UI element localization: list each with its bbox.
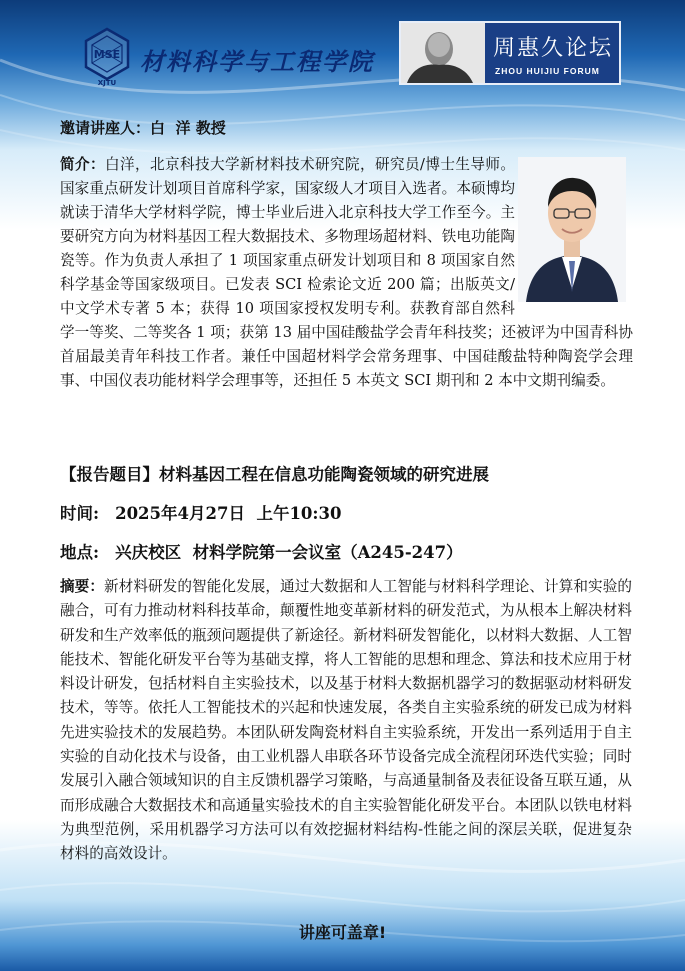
bio-paragraph: [60, 153, 633, 393]
abstract-paragraph: [60, 575, 632, 867]
forum-subtitle: ZHOU HUIJIU FORUM: [495, 66, 600, 76]
abstract-label: 摘要：: [60, 578, 105, 595]
place-value: 兴庆校区 材料学院第一会议室（A245-247）: [115, 543, 463, 562]
school-name: 材料科学与工程学院: [140, 47, 374, 76]
forum-portrait-image: [401, 23, 485, 83]
school-logo-icon: [82, 27, 132, 89]
time-label: 时间:: [60, 504, 100, 523]
time-value: 2025年4月27日 上午10:30: [115, 504, 342, 523]
speaker-label: 邀请讲座人：: [60, 119, 151, 137]
time-line: [60, 500, 341, 524]
bio-text: 白洋，北京科技大学新材料技术研究院，研究员/博士生导师。国家重点研发计划项目首席科学家，国家级人才项目入选者。本硕博均就读于清华大学材料学院，博士毕业后进入北京科技大学工作至今。主要研究方向为材料基因工程大数据技术、多物理场超材料、铁电功能陶瓷等。作为负责人承担了 1 项国家重点研发计划项目和 8 项国家自然科学基金等国家级项目。已发表 SCI 检索论文近 200 篇；出版英文/中文学术专著 5 本；获得 10 项国家授权发明专利。获教育部自然科学一等奖、二等奖各 1 项；获第 13 届中国硅酸盐学会青年科技奖；还被评为中国青科协首届最美青年科技工作者。兼任中国超材料学会常务理事、中国硅酸盐特种陶瓷学会理事、中国仪表功能材料学会理事等，还担任 5 本英文 SCI 期刊和 2 本中文期刊编委。: [60, 156, 633, 389]
photo-spacer: [515, 153, 633, 298]
logo-text: MSE: [93, 48, 121, 61]
place-label: 地点:: [60, 543, 100, 562]
stamp-note: 讲座可盖章!: [298, 923, 387, 942]
place-line: [60, 539, 463, 563]
speaker-line: [60, 117, 226, 138]
report-label: 【报告题目】: [60, 465, 159, 484]
speaker-title: 教授: [195, 119, 226, 137]
forum-title: 周惠久论坛: [493, 36, 614, 61]
report-title: 材料基因工程在信息功能陶瓷领域的研究进展: [159, 465, 489, 484]
logo-subtext: XJTU: [97, 79, 117, 87]
speaker-name: 白 洋: [150, 119, 191, 137]
bio-label: 简介：: [60, 156, 106, 173]
abstract-text: 新材料研发的智能化发展，通过大数据和人工智能与材料科学理论、计算和实验的融合，可有力推动材料科技革命，颠覆性地变革新材料的研发范式，为从根本上解决材料研发和生产效率低的瓶颈问题提供了新途径。新材料研发智能化，以材料大数据、人工智能技术、智能化研发平台等为基础支撑，将人工智能的思想和理念、算法和技术应用于材料设计研发，包括材料自主实验技术，以及基于材料大数据机器学习的数据驱动材料研发技术，等等。依托人工智能技术的兴起和快速发展，各类自主实验系统的研发已成为材料先进实验技术的发展趋势。本团队研发陶瓷材料自主实验系统，开发出一系列适用于自主实验的自动化技术与设备，由工业机器人串联各环节设备完成全流程闭环迭代实验；同时发展引入融合领域知识的自主反馈机器学习策略，与高通量制备及表征设备互联互通，从而形成融合大数据技术和高通量实验技术的自主实验智能化研发平台。本团队以铁电材料为典型范例，采用机器学习方法可以有效挖掘材料结构-性能之间的深层关联，促进复杂材料的高效设计。: [60, 578, 632, 863]
forum-banner: [399, 21, 621, 85]
header: [0, 0, 685, 100]
report-title-line: [60, 461, 489, 485]
